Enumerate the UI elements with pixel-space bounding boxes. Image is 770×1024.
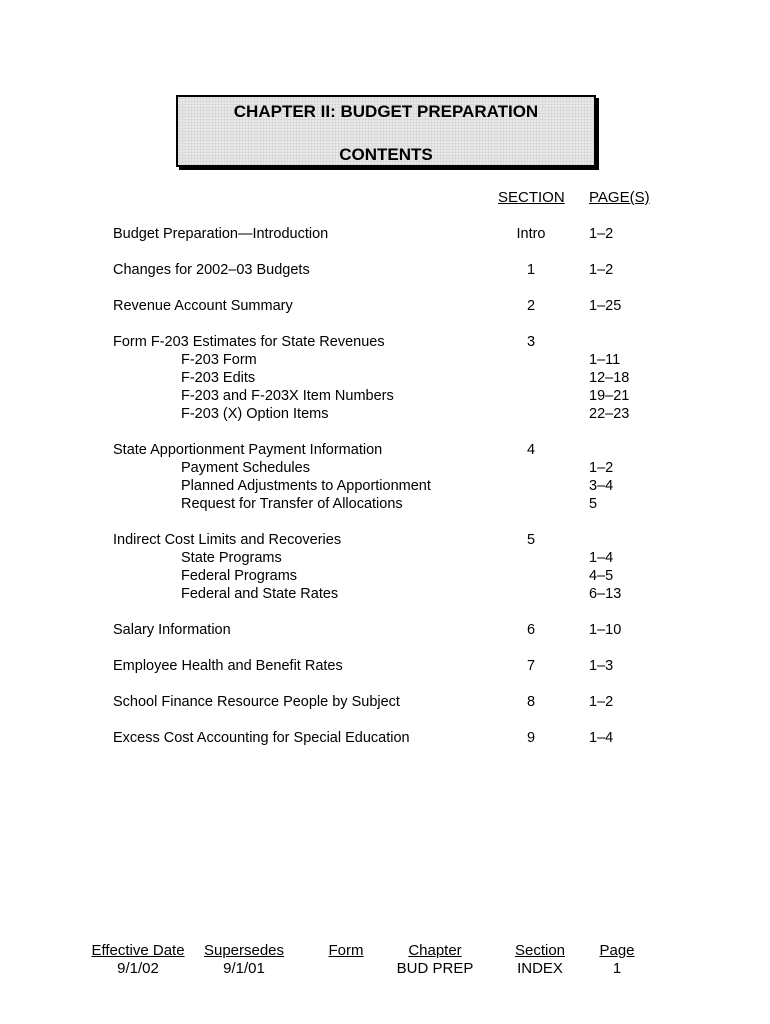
toc-subentry-title: Planned Adjustments to Apportionment (181, 478, 431, 494)
toc-subentry-pages: 22–23 (589, 406, 630, 422)
toc-entry-pages: 1–3 (589, 658, 614, 674)
toc-entry-section: 1 (526, 262, 536, 278)
toc-entry-title: Revenue Account Summary (113, 298, 293, 314)
toc-entry-title: Salary Information (113, 622, 231, 638)
toc-entry-section: 4 (526, 442, 536, 458)
contents-heading: CONTENTS (339, 145, 433, 164)
toc-entry-title: State Apportionment Payment Information (113, 442, 383, 458)
pages-column-header: PAGE(S) (589, 189, 650, 206)
toc-subentry-pages: 1–4 (589, 550, 614, 566)
toc-subentry-pages: 3–4 (589, 478, 614, 494)
toc-subentry-pages: 4–5 (589, 568, 614, 584)
toc-subentry-title: F-203 and F-203X Item Numbers (181, 388, 394, 404)
section-column-header: SECTION (498, 189, 565, 206)
toc-entry-section: Intro (516, 226, 546, 242)
toc-subentry-title: F-203 Form (181, 352, 257, 368)
footer-form: Form (328, 942, 364, 959)
footer-chapter: Chapter BUD PREP (396, 942, 474, 977)
toc-entry-section: 9 (526, 730, 536, 746)
toc-subentry-title: Federal Programs (181, 568, 298, 584)
toc-entry-pages: 1–2 (589, 262, 614, 278)
toc-entry-pages: 1–2 (589, 694, 614, 710)
footer-supersedes: Supersedes 9/1/01 (203, 942, 285, 977)
chapter-title: CHAPTER II: BUDGET PREPARATION (233, 102, 539, 121)
toc-entry-section: 7 (526, 658, 536, 674)
toc-entry-pages: 1–2 (589, 226, 614, 242)
toc-subentry-pages: 12–18 (589, 370, 630, 386)
footer-section: Section INDEX (514, 942, 566, 977)
toc-subentry-title: Payment Schedules (181, 460, 310, 476)
toc-subentry-pages: 6–13 (589, 586, 622, 602)
page-footer (0, 942, 770, 982)
toc-entry-section: 8 (526, 694, 536, 710)
toc-entry-title: Excess Cost Accounting for Special Education (113, 730, 410, 746)
toc-subentry-title: F-203 Edits (181, 370, 256, 386)
toc-entry-title: Employee Health and Benefit Rates (113, 658, 343, 674)
toc-entry-title: Budget Preparation—Introduction (113, 226, 329, 242)
toc-entry-title: School Finance Resource People by Subject (113, 694, 400, 710)
toc-entry-pages: 1–4 (589, 730, 614, 746)
toc-subentry-title: Federal and State Rates (181, 586, 339, 602)
toc-subentry-pages: 19–21 (589, 388, 630, 404)
toc-subentry-pages: 1–11 (589, 352, 621, 368)
chapter-title-box (176, 95, 596, 167)
toc-entry-section: 5 (526, 532, 536, 548)
toc-entry-title: Changes for 2002–03 Budgets (113, 262, 310, 278)
toc-subentry-title: State Programs (181, 550, 282, 566)
toc-entry-section: 2 (526, 298, 536, 314)
toc-entry-section: 6 (526, 622, 536, 638)
toc-subentry-pages: 5 (589, 496, 598, 512)
toc-entry-title: Indirect Cost Limits and Recoveries (113, 532, 342, 548)
toc-entry-pages: 1–10 (589, 622, 622, 638)
toc-subentry-pages: 1–2 (589, 460, 614, 476)
toc-entry-title: Form F-203 Estimates for State Revenues (113, 334, 385, 350)
footer-page: Page 1 (599, 942, 635, 977)
toc-subentry-title: Request for Transfer of Allocations (181, 496, 403, 512)
toc-entry-section: 3 (526, 334, 536, 350)
footer-effective-date: Effective Date 9/1/02 (91, 942, 185, 977)
toc-entry-pages: 1–25 (589, 298, 622, 314)
toc-subentry-title: F-203 (X) Option Items (181, 406, 329, 422)
